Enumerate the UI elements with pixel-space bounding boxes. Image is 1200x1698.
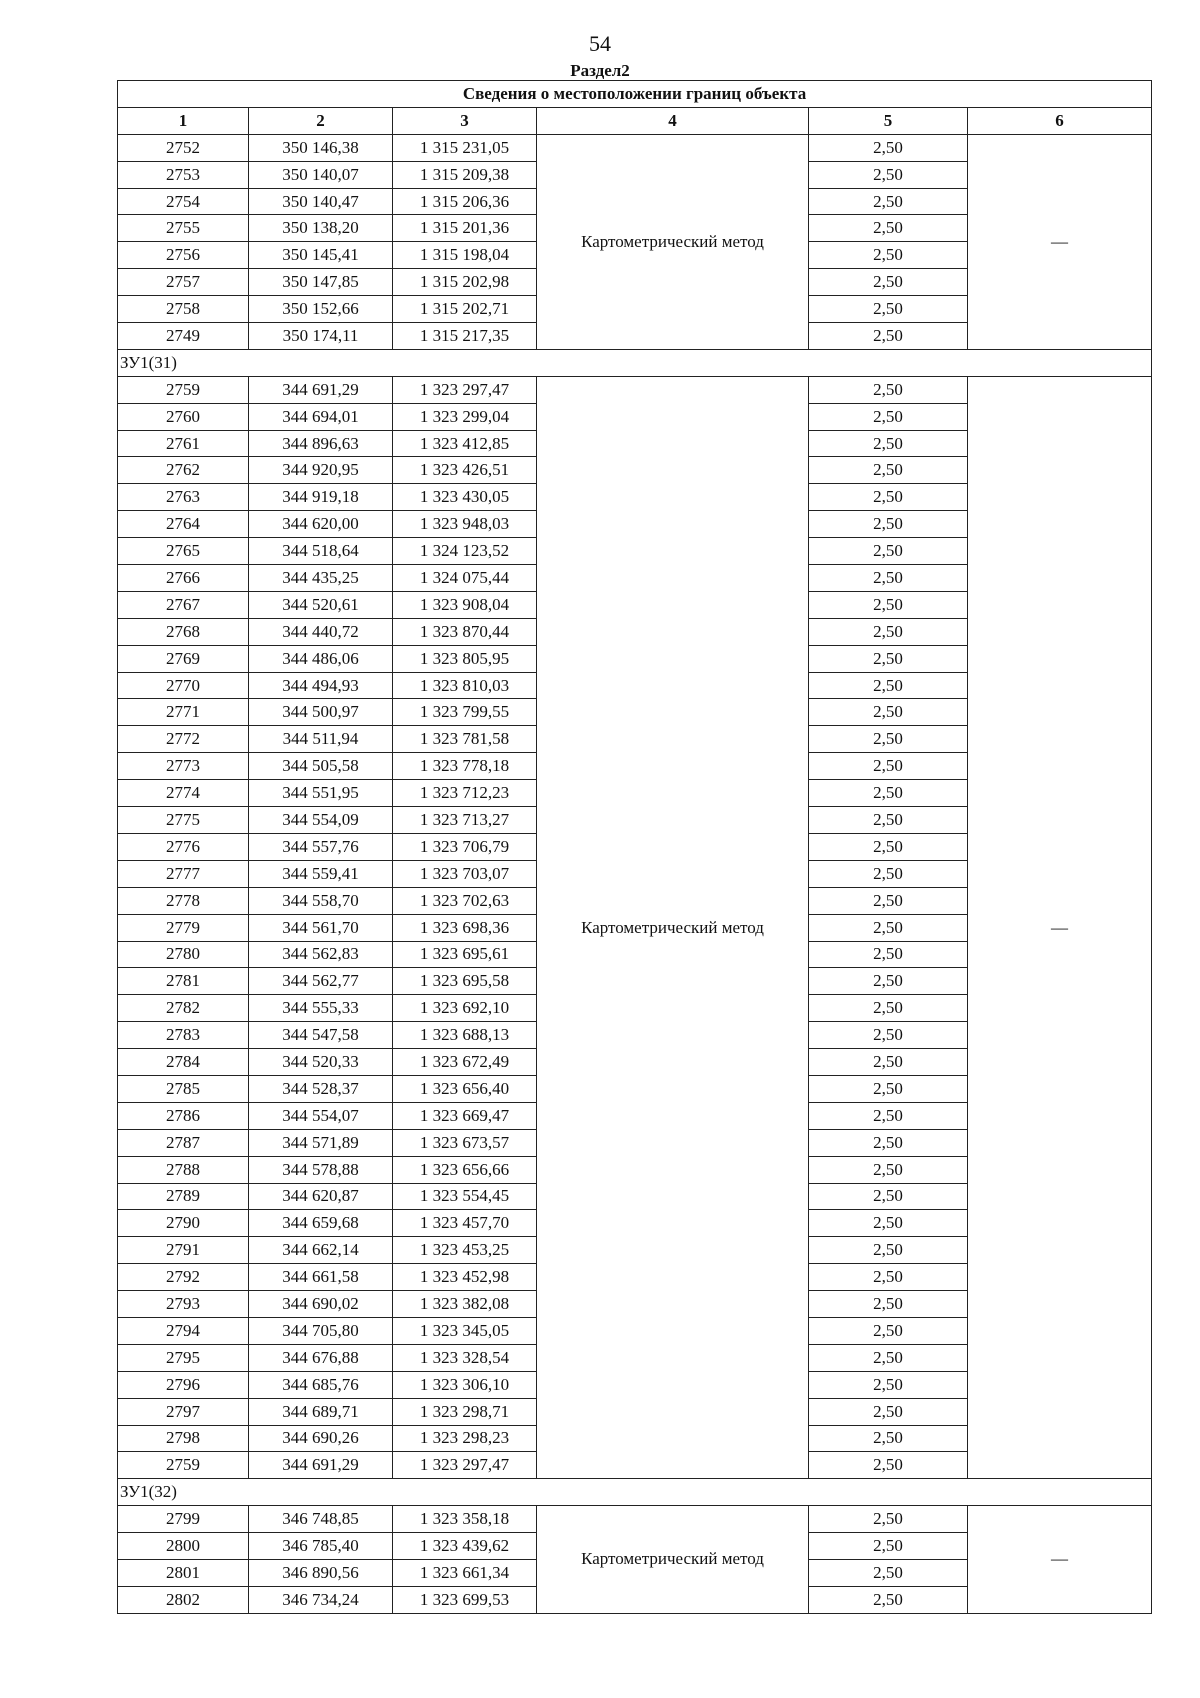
coord-y: 1 323 702,63 bbox=[393, 887, 537, 914]
point-number: 2763 bbox=[118, 484, 249, 511]
coord-y: 1 323 948,03 bbox=[393, 511, 537, 538]
accuracy-value: 2,50 bbox=[809, 1452, 968, 1479]
point-number: 2753 bbox=[118, 161, 249, 188]
method-cell bbox=[537, 1506, 809, 1614]
column-header-1: 1 bbox=[118, 107, 249, 134]
coord-y: 1 323 298,23 bbox=[393, 1425, 537, 1452]
coord-x: 344 690,26 bbox=[249, 1425, 393, 1452]
point-number: 2774 bbox=[118, 780, 249, 807]
coord-x: 346 890,56 bbox=[249, 1559, 393, 1586]
method-cell bbox=[537, 376, 809, 1479]
coord-y: 1 323 656,66 bbox=[393, 1156, 537, 1183]
accuracy-value: 2,50 bbox=[809, 780, 968, 807]
coord-y: 1 323 703,07 bbox=[393, 860, 537, 887]
coord-y: 1 323 426,51 bbox=[393, 457, 537, 484]
coord-y: 1 323 297,47 bbox=[393, 376, 537, 403]
accuracy-value: 2,50 bbox=[809, 376, 968, 403]
accuracy-value: 2,50 bbox=[809, 215, 968, 242]
col6-cell bbox=[968, 1506, 1152, 1614]
point-number: 2765 bbox=[118, 538, 249, 565]
coord-y: 1 323 430,05 bbox=[393, 484, 537, 511]
point-number: 2758 bbox=[118, 296, 249, 323]
column-header-6: 6 bbox=[968, 107, 1152, 134]
table-row bbox=[118, 134, 1152, 161]
coord-y: 1 324 123,52 bbox=[393, 538, 537, 565]
coord-y: 1 315 206,36 bbox=[393, 188, 537, 215]
point-number: 2800 bbox=[118, 1533, 249, 1560]
coord-x: 344 662,14 bbox=[249, 1237, 393, 1264]
accuracy-value: 2,50 bbox=[809, 941, 968, 968]
coord-x: 344 620,87 bbox=[249, 1183, 393, 1210]
point-number: 2756 bbox=[118, 242, 249, 269]
coord-y: 1 315 217,35 bbox=[393, 323, 537, 350]
point-number: 2786 bbox=[118, 1102, 249, 1129]
accuracy-value: 2,50 bbox=[809, 511, 968, 538]
coord-y: 1 323 656,40 bbox=[393, 1075, 537, 1102]
point-number: 2760 bbox=[118, 403, 249, 430]
coord-x: 350 145,41 bbox=[249, 242, 393, 269]
col6-cell bbox=[968, 376, 1152, 1479]
coord-x: 346 734,24 bbox=[249, 1586, 393, 1613]
coord-y: 1 324 075,44 bbox=[393, 565, 537, 592]
coord-x: 350 138,20 bbox=[249, 215, 393, 242]
coord-y: 1 323 810,03 bbox=[393, 672, 537, 699]
point-number: 2797 bbox=[118, 1398, 249, 1425]
method-text: Картометрический метод bbox=[581, 917, 764, 937]
coord-x: 344 500,97 bbox=[249, 699, 393, 726]
point-number: 2764 bbox=[118, 511, 249, 538]
method-text: Картометрический метод bbox=[581, 231, 764, 251]
accuracy-value: 2,50 bbox=[809, 672, 968, 699]
point-number: 2785 bbox=[118, 1075, 249, 1102]
column-header-2: 2 bbox=[249, 107, 393, 134]
accuracy-value: 2,50 bbox=[809, 1049, 968, 1076]
point-number: 2802 bbox=[118, 1586, 249, 1613]
table-caption: Сведения о местоположении границ объекта bbox=[118, 81, 1152, 108]
point-number: 2759 bbox=[118, 1452, 249, 1479]
coord-y: 1 315 202,98 bbox=[393, 269, 537, 296]
coord-y: 1 323 306,10 bbox=[393, 1371, 537, 1398]
coord-x: 344 547,58 bbox=[249, 1022, 393, 1049]
point-number: 2789 bbox=[118, 1183, 249, 1210]
coord-x: 344 690,02 bbox=[249, 1291, 393, 1318]
col6-text: — bbox=[1051, 1549, 1069, 1569]
coord-y: 1 315 201,36 bbox=[393, 215, 537, 242]
point-number: 2769 bbox=[118, 645, 249, 672]
column-header-3: 3 bbox=[393, 107, 537, 134]
accuracy-value: 2,50 bbox=[809, 968, 968, 995]
accuracy-value: 2,50 bbox=[809, 1398, 968, 1425]
coord-y: 1 323 781,58 bbox=[393, 726, 537, 753]
accuracy-value: 2,50 bbox=[809, 887, 968, 914]
accuracy-value: 2,50 bbox=[809, 1425, 968, 1452]
coord-x: 344 896,63 bbox=[249, 430, 393, 457]
coord-y: 1 323 799,55 bbox=[393, 699, 537, 726]
method-cell bbox=[537, 134, 809, 349]
coord-y: 1 323 298,71 bbox=[393, 1398, 537, 1425]
accuracy-value: 2,50 bbox=[809, 188, 968, 215]
point-number: 2788 bbox=[118, 1156, 249, 1183]
coord-y: 1 323 706,79 bbox=[393, 833, 537, 860]
coord-y: 1 323 358,18 bbox=[393, 1506, 537, 1533]
coord-x: 344 676,88 bbox=[249, 1344, 393, 1371]
coord-y: 1 323 345,05 bbox=[393, 1317, 537, 1344]
table-caption-row bbox=[118, 81, 1152, 108]
coord-y: 1 323 699,53 bbox=[393, 1586, 537, 1613]
point-number: 2782 bbox=[118, 995, 249, 1022]
coord-y: 1 323 673,57 bbox=[393, 1129, 537, 1156]
col6-text: — bbox=[1051, 231, 1069, 251]
point-number: 2792 bbox=[118, 1264, 249, 1291]
coord-x: 344 435,25 bbox=[249, 565, 393, 592]
coord-x: 344 919,18 bbox=[249, 484, 393, 511]
accuracy-value: 2,50 bbox=[809, 1291, 968, 1318]
point-number: 2762 bbox=[118, 457, 249, 484]
coord-y: 1 323 297,47 bbox=[393, 1452, 537, 1479]
coord-x: 344 557,76 bbox=[249, 833, 393, 860]
accuracy-value: 2,50 bbox=[809, 1102, 968, 1129]
group-label: ЗУ1(32) bbox=[118, 1479, 1152, 1506]
coord-y: 1 323 661,34 bbox=[393, 1559, 537, 1586]
accuracy-value: 2,50 bbox=[809, 565, 968, 592]
coord-x: 344 486,06 bbox=[249, 645, 393, 672]
accuracy-value: 2,50 bbox=[809, 1586, 968, 1613]
accuracy-value: 2,50 bbox=[809, 645, 968, 672]
point-number: 2783 bbox=[118, 1022, 249, 1049]
coord-x: 346 748,85 bbox=[249, 1506, 393, 1533]
coord-y: 1 315 198,04 bbox=[393, 242, 537, 269]
table-body bbox=[118, 134, 1152, 1613]
point-number: 2775 bbox=[118, 807, 249, 834]
coord-x: 344 920,95 bbox=[249, 457, 393, 484]
table-row bbox=[118, 376, 1152, 403]
page-number: 54 bbox=[589, 31, 611, 56]
point-number: 2799 bbox=[118, 1506, 249, 1533]
coord-x: 344 561,70 bbox=[249, 914, 393, 941]
coord-x: 344 694,01 bbox=[249, 403, 393, 430]
coord-x: 344 551,95 bbox=[249, 780, 393, 807]
coord-y: 1 323 457,70 bbox=[393, 1210, 537, 1237]
coord-x: 350 146,38 bbox=[249, 134, 393, 161]
group-label: ЗУ1(31) bbox=[118, 349, 1152, 376]
coord-x: 344 685,76 bbox=[249, 1371, 393, 1398]
coord-x: 344 691,29 bbox=[249, 376, 393, 403]
coord-y: 1 323 908,04 bbox=[393, 591, 537, 618]
accuracy-value: 2,50 bbox=[809, 807, 968, 834]
point-number: 2787 bbox=[118, 1129, 249, 1156]
coord-y: 1 323 328,54 bbox=[393, 1344, 537, 1371]
coord-x: 344 440,72 bbox=[249, 618, 393, 645]
table-row bbox=[118, 1506, 1152, 1533]
coord-x: 350 147,85 bbox=[249, 269, 393, 296]
coord-x: 344 494,93 bbox=[249, 672, 393, 699]
coord-y: 1 315 202,71 bbox=[393, 296, 537, 323]
accuracy-value: 2,50 bbox=[809, 1317, 968, 1344]
accuracy-value: 2,50 bbox=[809, 1344, 968, 1371]
coord-y: 1 323 805,95 bbox=[393, 645, 537, 672]
accuracy-value: 2,50 bbox=[809, 538, 968, 565]
accuracy-value: 2,50 bbox=[809, 995, 968, 1022]
boundary-coordinates-table bbox=[117, 80, 1152, 1614]
coord-x: 344 520,61 bbox=[249, 591, 393, 618]
coord-x: 344 554,07 bbox=[249, 1102, 393, 1129]
coord-x: 344 562,83 bbox=[249, 941, 393, 968]
point-number: 2780 bbox=[118, 941, 249, 968]
point-number: 2761 bbox=[118, 430, 249, 457]
point-number: 2784 bbox=[118, 1049, 249, 1076]
accuracy-value: 2,50 bbox=[809, 860, 968, 887]
accuracy-value: 2,50 bbox=[809, 1371, 968, 1398]
coord-y: 1 315 231,05 bbox=[393, 134, 537, 161]
accuracy-value: 2,50 bbox=[809, 1264, 968, 1291]
accuracy-value: 2,50 bbox=[809, 296, 968, 323]
section-title: Раздел2 bbox=[570, 61, 630, 80]
coord-x: 344 505,58 bbox=[249, 753, 393, 780]
point-number: 2754 bbox=[118, 188, 249, 215]
point-number: 2779 bbox=[118, 914, 249, 941]
coord-x: 344 562,77 bbox=[249, 968, 393, 995]
coord-y: 1 323 439,62 bbox=[393, 1533, 537, 1560]
coord-y: 1 323 713,27 bbox=[393, 807, 537, 834]
point-number: 2791 bbox=[118, 1237, 249, 1264]
col6-text: — bbox=[1051, 917, 1069, 937]
coord-x: 344 511,94 bbox=[249, 726, 393, 753]
coord-x: 344 691,29 bbox=[249, 1452, 393, 1479]
accuracy-value: 2,50 bbox=[809, 699, 968, 726]
point-number: 2752 bbox=[118, 134, 249, 161]
coord-x: 344 705,80 bbox=[249, 1317, 393, 1344]
group-label-row bbox=[118, 349, 1152, 376]
coord-y: 1 323 688,13 bbox=[393, 1022, 537, 1049]
coord-x: 344 518,64 bbox=[249, 538, 393, 565]
accuracy-value: 2,50 bbox=[809, 1022, 968, 1049]
accuracy-value: 2,50 bbox=[809, 1559, 968, 1586]
col6-cell bbox=[968, 134, 1152, 349]
point-number: 2749 bbox=[118, 323, 249, 350]
accuracy-value: 2,50 bbox=[809, 833, 968, 860]
coord-y: 1 323 554,45 bbox=[393, 1183, 537, 1210]
accuracy-value: 2,50 bbox=[809, 753, 968, 780]
point-number: 2755 bbox=[118, 215, 249, 242]
point-number: 2778 bbox=[118, 887, 249, 914]
coord-y: 1 323 870,44 bbox=[393, 618, 537, 645]
coord-x: 350 174,11 bbox=[249, 323, 393, 350]
coord-x: 350 140,47 bbox=[249, 188, 393, 215]
point-number: 2771 bbox=[118, 699, 249, 726]
point-number: 2777 bbox=[118, 860, 249, 887]
coord-y: 1 323 453,25 bbox=[393, 1237, 537, 1264]
coord-y: 1 323 692,10 bbox=[393, 995, 537, 1022]
coord-y: 1 323 695,61 bbox=[393, 941, 537, 968]
coord-x: 344 659,68 bbox=[249, 1210, 393, 1237]
coord-x: 344 578,88 bbox=[249, 1156, 393, 1183]
accuracy-value: 2,50 bbox=[809, 618, 968, 645]
accuracy-value: 2,50 bbox=[809, 914, 968, 941]
accuracy-value: 2,50 bbox=[809, 430, 968, 457]
coord-y: 1 315 209,38 bbox=[393, 161, 537, 188]
accuracy-value: 2,50 bbox=[809, 269, 968, 296]
accuracy-value: 2,50 bbox=[809, 1156, 968, 1183]
coord-x: 344 558,70 bbox=[249, 887, 393, 914]
coord-x: 344 620,00 bbox=[249, 511, 393, 538]
column-header-4: 4 bbox=[537, 107, 809, 134]
point-number: 2781 bbox=[118, 968, 249, 995]
point-number: 2759 bbox=[118, 376, 249, 403]
group-label-row bbox=[118, 1479, 1152, 1506]
coord-y: 1 323 778,18 bbox=[393, 753, 537, 780]
coord-x: 344 554,09 bbox=[249, 807, 393, 834]
accuracy-value: 2,50 bbox=[809, 1506, 968, 1533]
point-number: 2770 bbox=[118, 672, 249, 699]
point-number: 2795 bbox=[118, 1344, 249, 1371]
column-header-5: 5 bbox=[809, 107, 968, 134]
accuracy-value: 2,50 bbox=[809, 161, 968, 188]
coord-y: 1 323 695,58 bbox=[393, 968, 537, 995]
point-number: 2757 bbox=[118, 269, 249, 296]
accuracy-value: 2,50 bbox=[809, 591, 968, 618]
point-number: 2796 bbox=[118, 1371, 249, 1398]
coord-y: 1 323 299,04 bbox=[393, 403, 537, 430]
accuracy-value: 2,50 bbox=[809, 1210, 968, 1237]
accuracy-value: 2,50 bbox=[809, 1533, 968, 1560]
accuracy-value: 2,50 bbox=[809, 323, 968, 350]
point-number: 2794 bbox=[118, 1317, 249, 1344]
coord-x: 344 528,37 bbox=[249, 1075, 393, 1102]
point-number: 2773 bbox=[118, 753, 249, 780]
method-text: Картометрический метод bbox=[581, 1549, 764, 1569]
coord-y: 1 323 412,85 bbox=[393, 430, 537, 457]
point-number: 2767 bbox=[118, 591, 249, 618]
point-number: 2801 bbox=[118, 1559, 249, 1586]
coord-y: 1 323 382,08 bbox=[393, 1291, 537, 1318]
accuracy-value: 2,50 bbox=[809, 1129, 968, 1156]
coord-x: 344 555,33 bbox=[249, 995, 393, 1022]
point-number: 2766 bbox=[118, 565, 249, 592]
point-number: 2776 bbox=[118, 833, 249, 860]
point-number: 2790 bbox=[118, 1210, 249, 1237]
accuracy-value: 2,50 bbox=[809, 484, 968, 511]
accuracy-value: 2,50 bbox=[809, 1237, 968, 1264]
accuracy-value: 2,50 bbox=[809, 457, 968, 484]
point-number: 2798 bbox=[118, 1425, 249, 1452]
coord-x: 350 140,07 bbox=[249, 161, 393, 188]
point-number: 2793 bbox=[118, 1291, 249, 1318]
coord-x: 344 661,58 bbox=[249, 1264, 393, 1291]
coord-y: 1 323 698,36 bbox=[393, 914, 537, 941]
coord-x: 344 520,33 bbox=[249, 1049, 393, 1076]
accuracy-value: 2,50 bbox=[809, 134, 968, 161]
coord-y: 1 323 669,47 bbox=[393, 1102, 537, 1129]
accuracy-value: 2,50 bbox=[809, 1183, 968, 1210]
accuracy-value: 2,50 bbox=[809, 726, 968, 753]
coord-x: 346 785,40 bbox=[249, 1533, 393, 1560]
column-header-row bbox=[118, 107, 1152, 134]
coord-x: 350 152,66 bbox=[249, 296, 393, 323]
coord-x: 344 571,89 bbox=[249, 1129, 393, 1156]
coord-y: 1 323 712,23 bbox=[393, 780, 537, 807]
point-number: 2772 bbox=[118, 726, 249, 753]
accuracy-value: 2,50 bbox=[809, 242, 968, 269]
coord-y: 1 323 452,98 bbox=[393, 1264, 537, 1291]
coord-y: 1 323 672,49 bbox=[393, 1049, 537, 1076]
accuracy-value: 2,50 bbox=[809, 1075, 968, 1102]
point-number: 2768 bbox=[118, 618, 249, 645]
accuracy-value: 2,50 bbox=[809, 403, 968, 430]
coord-x: 344 689,71 bbox=[249, 1398, 393, 1425]
coord-x: 344 559,41 bbox=[249, 860, 393, 887]
